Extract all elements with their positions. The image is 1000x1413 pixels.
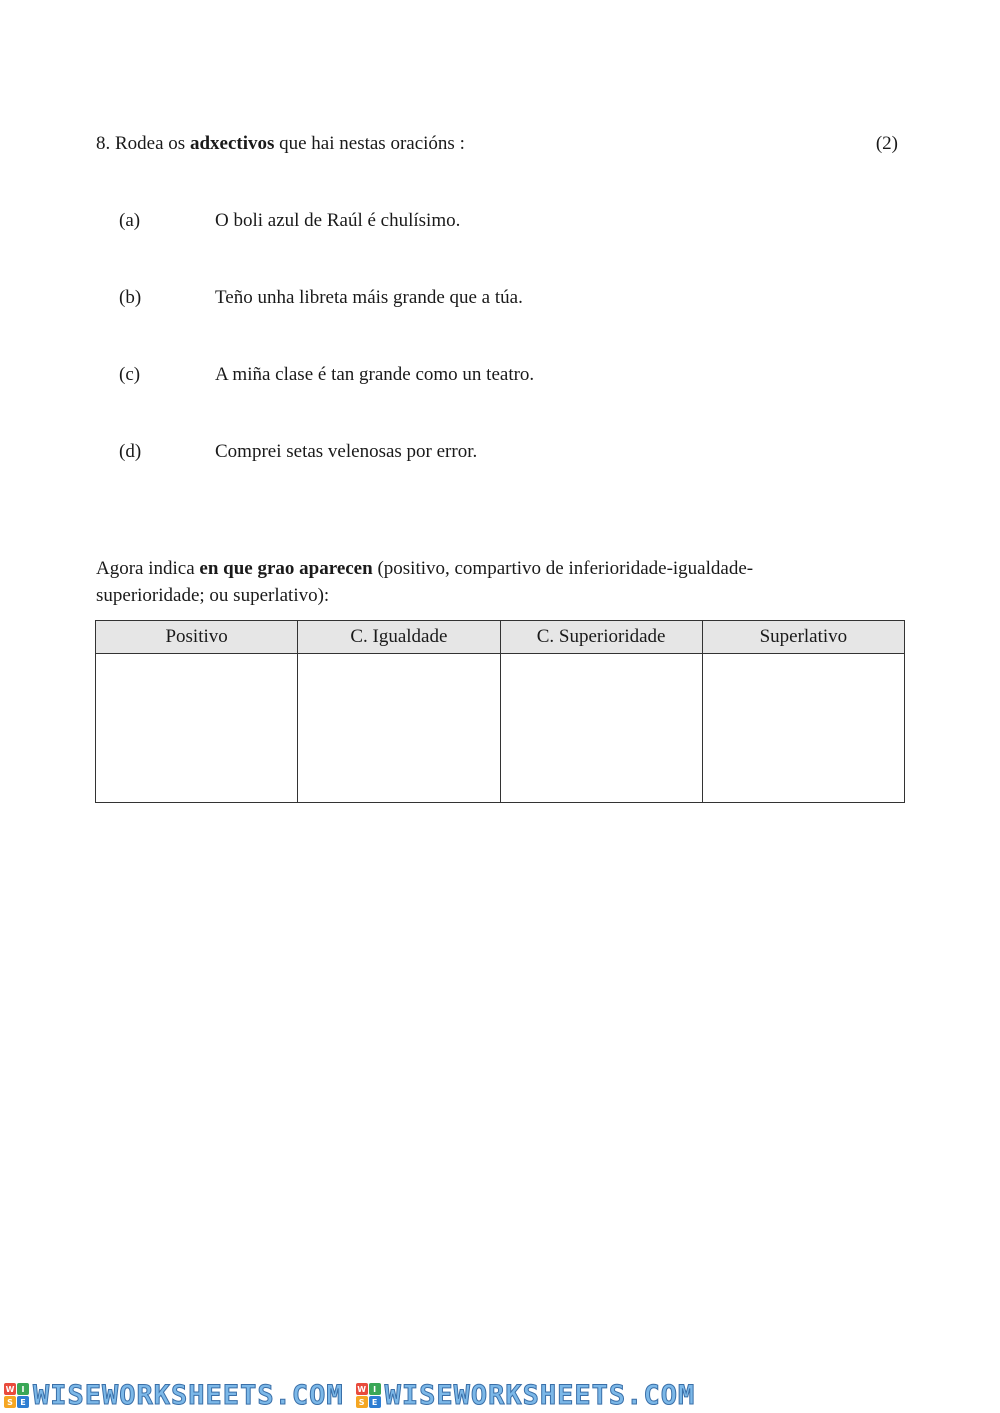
- item-sentence[interactable]: O boli azul de Raúl é chulísimo.: [215, 210, 461, 231]
- footer-watermark: [0, 1378, 1000, 1413]
- logo-letter: E: [369, 1396, 381, 1408]
- degree-table: [95, 620, 905, 803]
- brand-logo: [352, 1380, 696, 1411]
- brand-text: WISEWORKSHEETS.COM: [384, 1380, 696, 1411]
- logo-letter: S: [4, 1396, 16, 1408]
- item-label: (d): [119, 441, 142, 462]
- header-positivo: Positivo: [96, 621, 298, 654]
- header-superlativo: Superlativo: [702, 621, 904, 654]
- item-label: (c): [119, 364, 141, 385]
- question-bold: adxectivos: [189, 133, 275, 154]
- logo-letter: W: [357, 1384, 367, 1394]
- brand-text: WISEWORKSHEETS.COM: [33, 1380, 344, 1411]
- list-item: [119, 287, 523, 309]
- list-item: [119, 210, 460, 232]
- instruction-suffix: (positivo, compartivo de inferioridade-igualdade-superioridade; ou superlativo):: [96, 558, 754, 606]
- instruction-bold: en que grao aparecen: [199, 558, 373, 579]
- logo-icon: [356, 1383, 381, 1408]
- item-label: (b): [119, 287, 142, 308]
- header-igualdade: C. Igualdade: [298, 621, 500, 654]
- table-header-row: [96, 621, 905, 654]
- answer-cell-superlativo[interactable]: [702, 654, 904, 803]
- question-suffix: que hai nestas oracións :: [274, 133, 465, 154]
- logo-letter: W: [5, 1384, 15, 1394]
- brand-logo: [0, 1380, 344, 1411]
- header-superioridade: C. Superioridade: [500, 621, 702, 654]
- list-item: [119, 441, 477, 463]
- question-prefix: 8. Rodea os: [96, 133, 190, 154]
- item-sentence[interactable]: Comprei setas velenosas por error.: [215, 441, 478, 462]
- answer-cell-positivo[interactable]: [96, 654, 298, 803]
- answer-cell-superioridade[interactable]: [500, 654, 702, 803]
- item-sentence[interactable]: A miña clase é tan grande como un teatro.: [215, 364, 535, 385]
- answer-cell-igualdade[interactable]: [298, 654, 500, 803]
- logo-icon: [4, 1383, 29, 1408]
- question-title: [96, 133, 898, 155]
- item-label: (a): [119, 210, 141, 231]
- item-sentence[interactable]: Teño unha libreta máis grande que a túa.: [215, 287, 523, 308]
- logo-letter: S: [356, 1396, 368, 1408]
- table-row: [96, 654, 905, 803]
- points-label: (2): [875, 133, 898, 154]
- logo-letter: E: [17, 1396, 29, 1408]
- instruction-prefix: Agora indica: [96, 558, 200, 579]
- logo-letter: I: [17, 1383, 29, 1395]
- list-item: [119, 364, 534, 386]
- instruction-paragraph: [96, 555, 826, 609]
- logo-letter: I: [369, 1383, 381, 1395]
